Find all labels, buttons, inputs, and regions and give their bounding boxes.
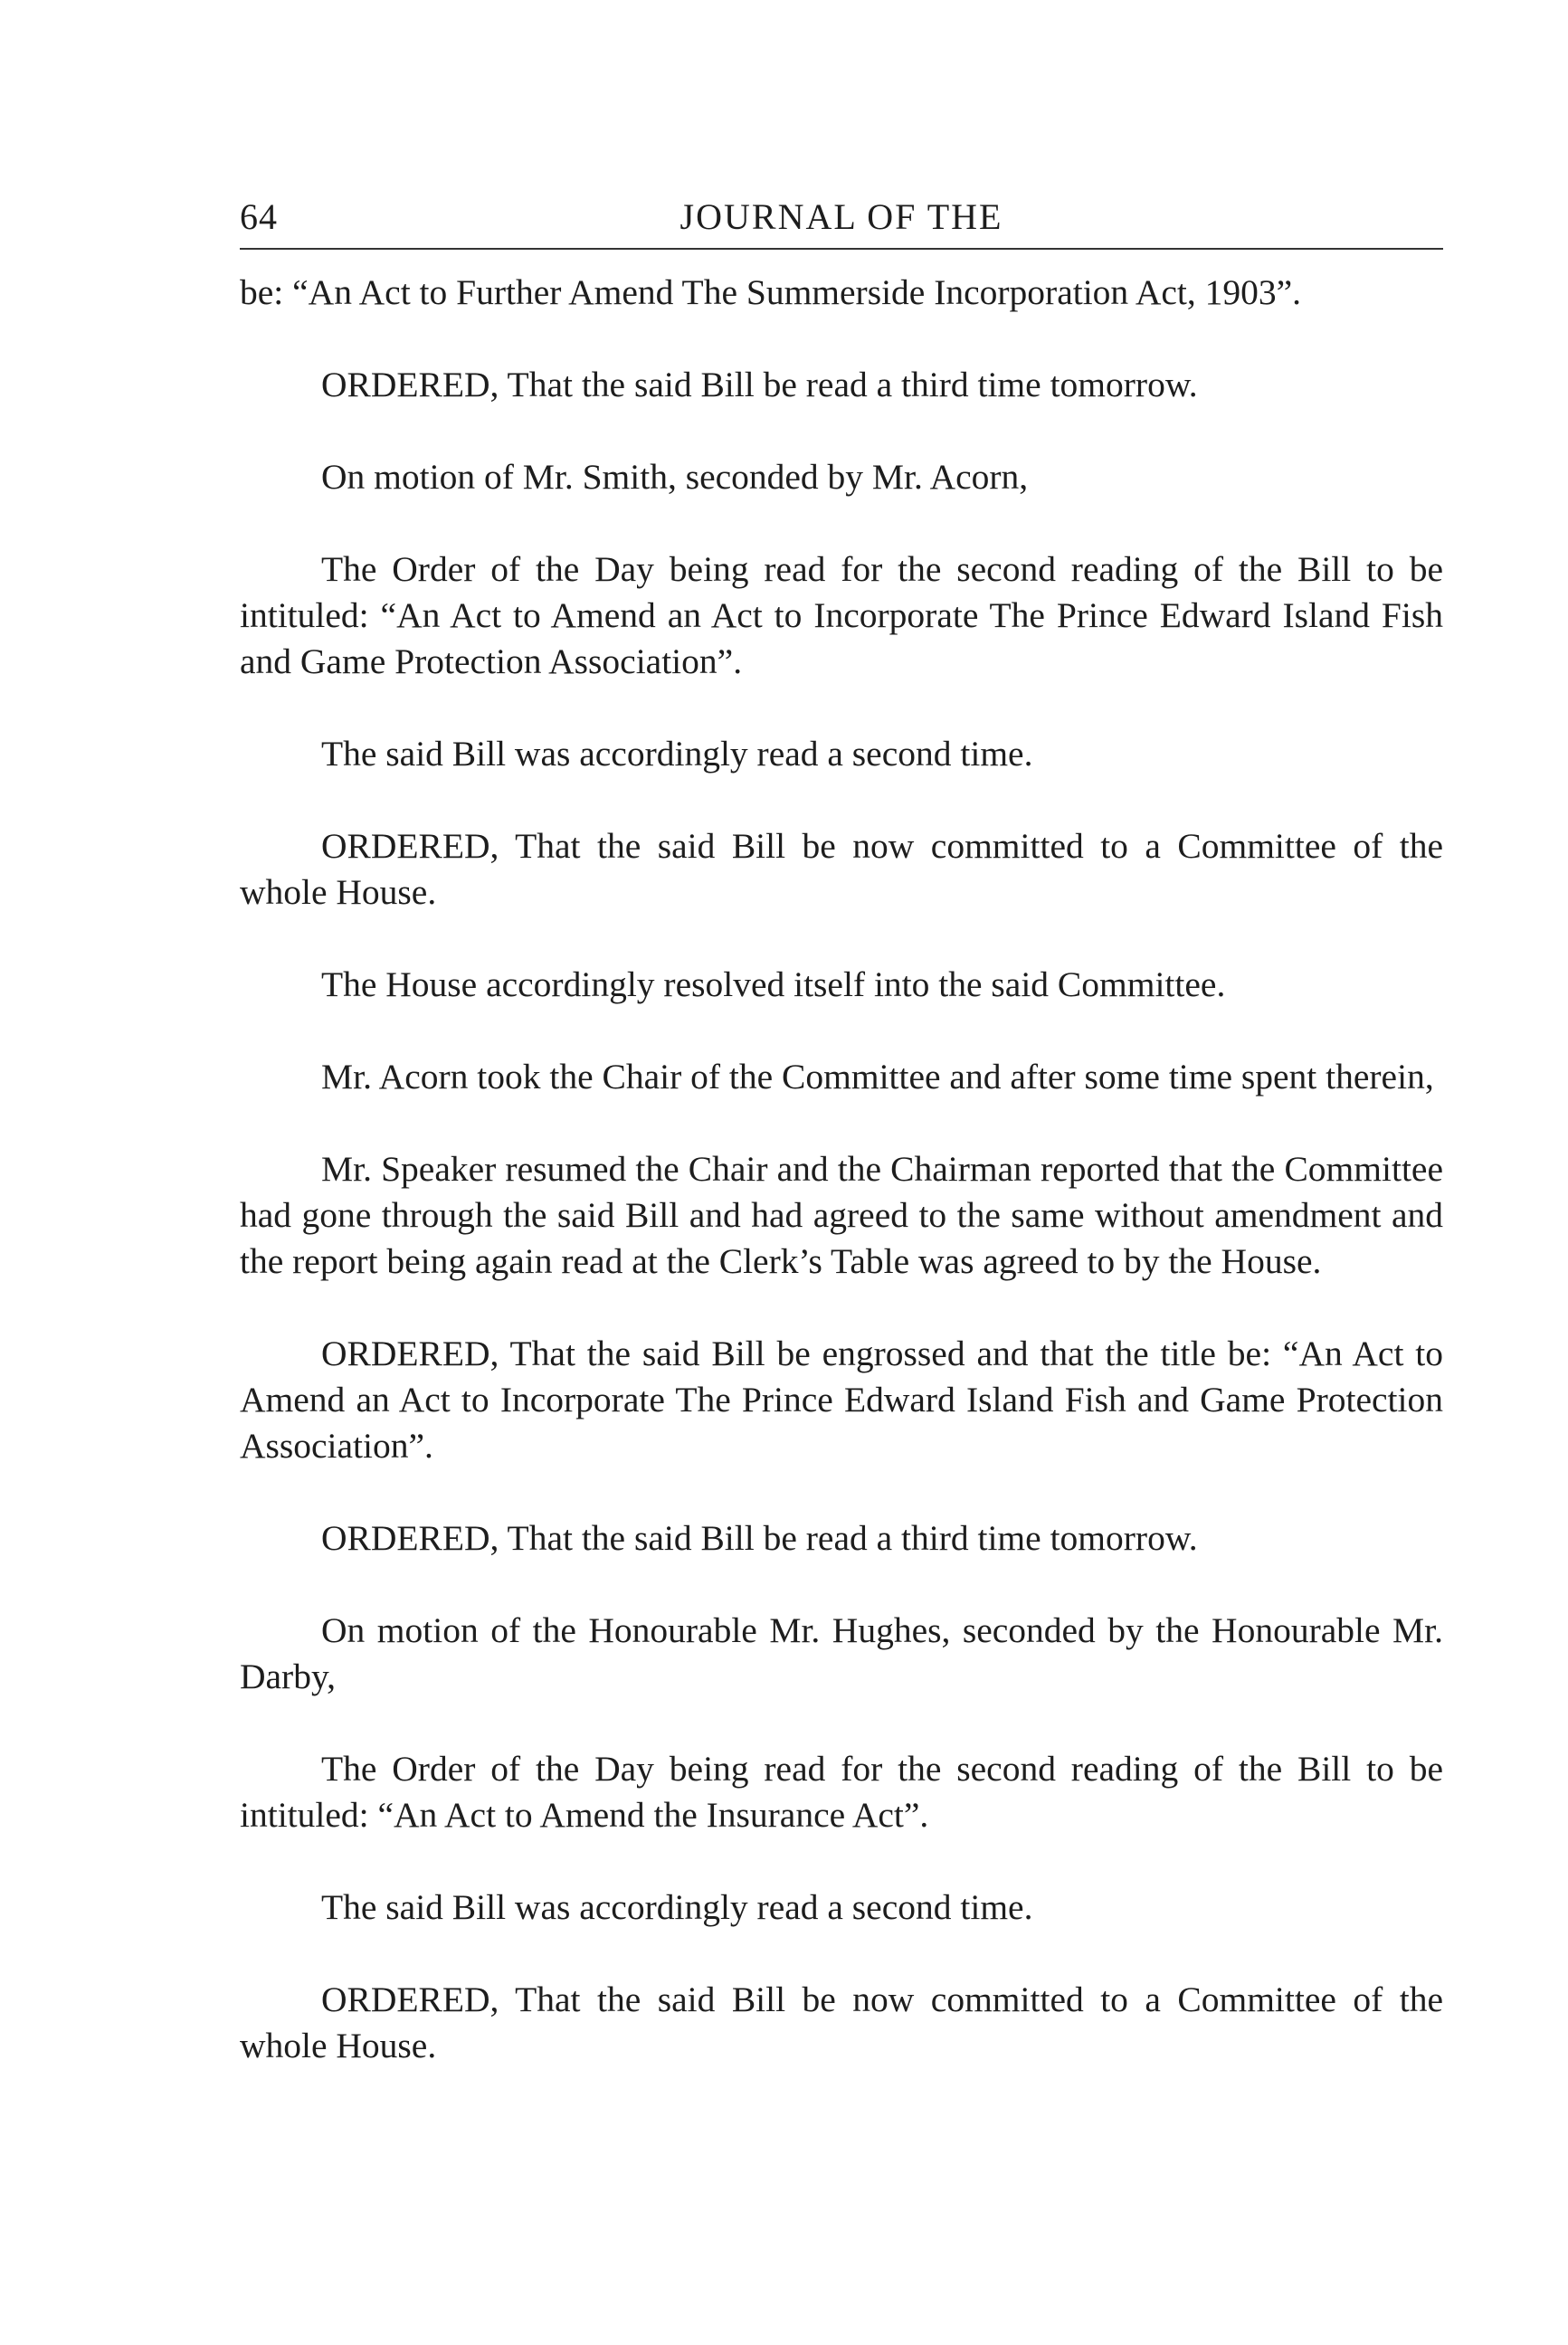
page-body	[240, 270, 1443, 2069]
journal-page	[240, 190, 1443, 2115]
paragraph-order-of-day-2: The Order of the Day being read for the second reading of the Bill to be intituled: “An Act to Amend the Insurance Act”.	[240, 1749, 1443, 1835]
paragraph-order-of-day: The Order of the Day being read for the second reading of the Bill to be intituled: “An Act to Amend an Act to Incorporate The Prince Edward Island Fish and Game Protection Association”.	[240, 549, 1443, 681]
paragraph-order-third-reading-2: ORDERED, That the said Bill be read a third time tomorrow.	[321, 1518, 1198, 1558]
paragraph-second-reading-2: The said Bill was accordingly read a second time.	[321, 1887, 1033, 1927]
paragraph-order-engrossed: ORDERED, That the said Bill be engrossed and that the title be: “An Act to Amend an Act to Incorporate The Prince Edward Island Fish and Game Protection Association”.	[240, 1334, 1443, 1466]
paragraph-motion-2: On motion of the Honourable Mr. Hughes, seconded by the Honourable Mr. Darby,	[240, 1610, 1443, 1696]
running-title: JOURNAL OF THE	[679, 196, 1003, 237]
paragraph-chair-taken: Mr. Acorn took the Chair of the Committee and after some time spent therein,	[321, 1057, 1434, 1097]
page-header	[240, 190, 1443, 250]
paragraph-speaker-resumed: Mr. Speaker resumed the Chair and the Chairman reported that the Committee had gone through the said Bill and had agreed to the same without amendment and the report being again read at the Clerk’s Table was agreed to by the House.	[240, 1149, 1443, 1281]
paragraph-order-third-reading: ORDERED, That the said Bill be read a third time tomorrow.	[321, 365, 1198, 404]
paragraph-house-resolved: The House accordingly resolved itself into the said Committee.	[321, 964, 1226, 1004]
paragraph-continuation: be: “An Act to Further Amend The Summerside Incorporation Act, 1903”.	[240, 272, 1302, 312]
paragraph-order-committed-2: ORDERED, That the said Bill be now committed to a Committee of the whole House.	[240, 1979, 1443, 2065]
paragraph-motion: On motion of Mr. Smith, seconded by Mr. Acorn,	[321, 457, 1029, 497]
paragraph-order-committed: ORDERED, That the said Bill be now committed to a Committee of the whole House.	[240, 826, 1443, 912]
page-number: 64	[240, 196, 278, 237]
paragraph-second-reading: The said Bill was accordingly read a second time.	[321, 734, 1033, 774]
